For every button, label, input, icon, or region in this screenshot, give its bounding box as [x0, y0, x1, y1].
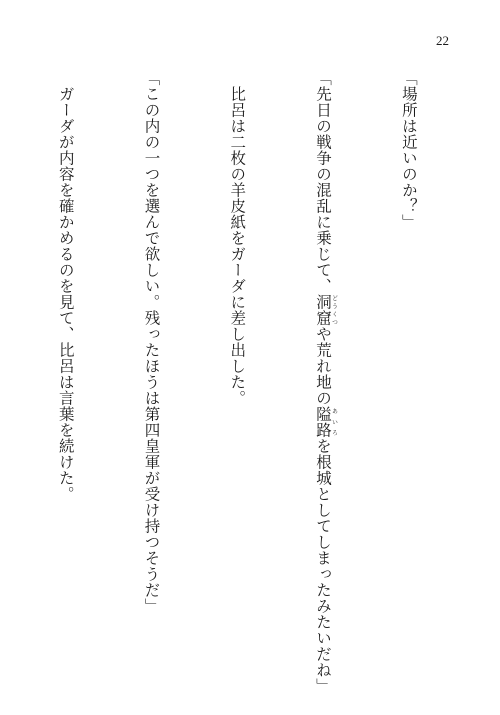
text-column-1: 「場所は近いのか？」 [399, 70, 418, 230]
ruby-airo [314, 406, 338, 438]
text-segment: 「先日の戦争の混乱に乗じて、 [314, 70, 333, 294]
text-column-4: 「この内の一つを選んで欲しい。残ったほうは第四皇軍が受け持つそうだ」 [142, 70, 161, 614]
text-column-5: ガーダが内容を確かめるのを見て、比呂は言葉を続けた。 [56, 70, 75, 502]
ruby-base: 隘路 [314, 406, 333, 438]
text-column-3: 比呂は二枚の羊皮紙をガーダに差し出した。 [228, 70, 247, 406]
text-segment: を根城としてしまったみたいだね」 [314, 438, 333, 694]
ruby-doukutsu [314, 294, 338, 326]
body-text [0, 70, 480, 694]
ruby-reading: どうくつ [330, 294, 338, 326]
page-number: 22 [436, 33, 449, 48]
text-segment: や荒れ地の [314, 326, 333, 406]
ruby-base: 洞窟 [314, 294, 333, 326]
ruby-reading: あいろ [330, 406, 338, 438]
text-column-2 [308, 70, 338, 694]
